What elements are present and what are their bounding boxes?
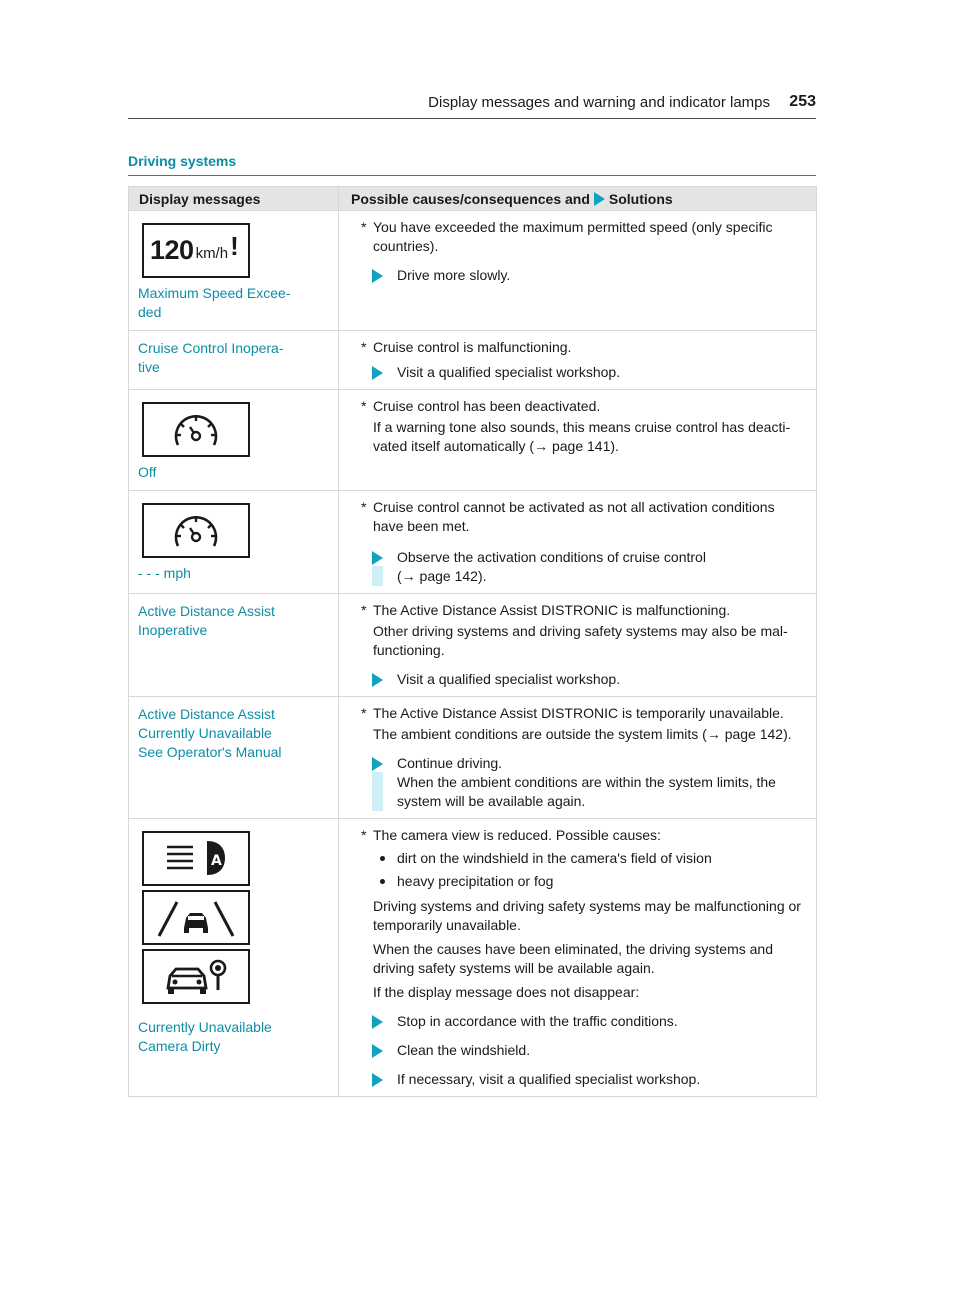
cause-detail: Other driving systems and driving safety systems may also be mal-functioning. [373, 623, 788, 658]
table-row [129, 390, 817, 491]
page-reference-link[interactable]: (→ page 142). [397, 568, 487, 584]
display-message-cell [129, 491, 339, 594]
svg-text:A: A [211, 852, 222, 869]
display-message-text: Currently Unavailable Camera Dirty [138, 1019, 272, 1054]
solution-text: Clean the windshield. [397, 1042, 531, 1058]
display-message-text: Maximum Speed Excee- ded [138, 285, 291, 320]
causes-cell [339, 491, 817, 594]
display-message-cell [129, 819, 339, 1097]
solution-note: When the ambient conditions are within the system limits, the system will be available again. [397, 774, 776, 809]
speed-unit: km/h [195, 245, 229, 262]
display-message-text: - - - mph [138, 565, 191, 581]
solution-arrow-icon [594, 192, 605, 206]
cause: * The Active Distance Assist DISTRONIC is temporarily unavailable. The ambient conditions are outside the system limits (→ page 142). [361, 704, 806, 744]
solution-arrow-icon [372, 1044, 383, 1058]
cause: * Cruise control cannot be activated as not all activation conditions have been met. [361, 498, 806, 536]
cause-detail: The ambient conditions are outside the system limits (→ page 142). [373, 726, 792, 742]
causes-cell [339, 697, 817, 819]
page-reference-link[interactable]: → page 141). [534, 438, 619, 454]
causes-cell [339, 594, 817, 697]
list-item: dirt on the windshield in the camera's field of vision [373, 849, 806, 868]
speed-limit-display-icon [142, 223, 250, 278]
solution-step [361, 670, 806, 689]
solution-step [361, 754, 806, 811]
solution-text: Visit a qualified specialist workshop. [397, 364, 621, 380]
cruise-control-icon [142, 402, 250, 457]
table-row [129, 331, 817, 390]
display-messages-table [128, 186, 817, 1097]
cause-bullet-list [373, 849, 806, 891]
table-row [129, 594, 817, 697]
section-header [128, 153, 816, 176]
cause-text: The Active Distance Assist DISTRONIC is temporarily unavailable. [373, 705, 784, 721]
cruise-control-icon [142, 503, 250, 558]
table-row [129, 491, 817, 594]
cause: * Cruise control is malfunctioning. [361, 338, 806, 357]
warning-mark: ! [230, 231, 239, 261]
solution-step [361, 1070, 806, 1089]
solution-text: If necessary, visit a qualified specialist workshop. [397, 1071, 701, 1087]
cause: * The Active Distance Assist DISTRONIC is malfunctioning. Other driving systems and driving safety systems may also be mal-functioning. [361, 601, 806, 660]
cause: * The camera view is reduced. Possible causes: dirt on the windshield in the camera's field of vision heavy precipitation or fog Driving systems and driving safety systems may be malfunctioning or temporarily unavailable. When the causes have been eliminated, the driving systems and driving safety systems will be available again. If the display message does not disappear: [361, 826, 806, 1002]
display-message-cell [129, 390, 339, 491]
display-message-text: Active Distance Assist Inoperative [138, 603, 275, 638]
cause-detail: If the display message does not disappear: [373, 984, 640, 1000]
page-reference-link[interactable]: → page 142). [706, 726, 792, 742]
solution-arrow-icon [372, 1073, 383, 1087]
solution-step [361, 1041, 806, 1060]
col-header-causes-solutions [339, 187, 817, 211]
causes-cell [339, 819, 817, 1097]
table-row [129, 819, 817, 1097]
display-message-cell [129, 594, 339, 697]
cause-text: Cruise control has been deactivated. [373, 398, 601, 414]
table-row [129, 211, 817, 331]
cause-text: You have exceeded the maximum permitted speed (only specific countries). [373, 219, 773, 254]
causes-cell [339, 331, 817, 390]
solution-arrow-icon [372, 673, 383, 687]
col-header-causes: Possible causes/consequences and [351, 190, 590, 207]
cause: * You have exceeded the maximum permitted speed (only specific countries). [361, 218, 806, 256]
solution-arrow-icon [372, 366, 383, 380]
lane-assist-icon [142, 890, 250, 945]
col-header-solutions: Solutions [608, 190, 673, 207]
table-header-row [129, 187, 817, 211]
col-header-display-messages: Display messages [129, 187, 339, 211]
solution-arrow-icon [372, 757, 383, 771]
speed-value: 120 [150, 235, 194, 265]
solution-arrow-icon [372, 1015, 383, 1029]
display-message-cell [129, 211, 339, 331]
solution-text: Visit a qualified specialist workshop. [397, 671, 621, 687]
table-row [129, 697, 817, 819]
cause-text: Cruise control is malfunctioning. [373, 339, 572, 355]
section-title: Driving systems [128, 153, 816, 176]
cause-detail: When the causes have been eliminated, the driving systems and driving safety systems will be available again. [373, 941, 774, 976]
solution-text: Stop in accordance with the traffic conditions. [397, 1013, 678, 1029]
display-message-cell [129, 697, 339, 819]
causes-cell [339, 390, 817, 491]
display-message-text: Off [138, 464, 157, 480]
display-message-cell [129, 331, 339, 390]
cause-text: The camera view is reduced. Possible causes: [373, 827, 661, 843]
solution-arrow-icon [372, 551, 383, 565]
adaptive-highbeam-icon [142, 831, 250, 886]
display-message-text: Cruise Control Inopera- tive [138, 340, 284, 375]
solution-text: Continue driving. [397, 755, 503, 771]
cause: * Cruise control has been deactivated. If a warning tone also sounds, this means cruise control has deacti-vated itself automatically (→ page 141). [361, 397, 806, 456]
solution-step [361, 1012, 806, 1031]
solution-text: Drive more slowly. [397, 267, 511, 283]
cause-detail: Driving systems and driving safety systems may be malfunctioning or temporarily unavailable. [373, 898, 801, 933]
solution-arrow-icon [372, 269, 383, 283]
display-message-text: Active Distance Assist Currently Unavailable See Operator's Manual [138, 706, 282, 760]
running-head [128, 92, 816, 119]
page-number: 253 [789, 93, 816, 110]
causes-cell [339, 211, 817, 331]
solution-step [361, 548, 806, 586]
list-item: heavy precipitation or fog [373, 872, 806, 891]
solution-step [361, 266, 806, 285]
cause-text: Cruise control cannot be activated as not all activation conditions have been met. [373, 499, 775, 534]
cause-text: The Active Distance Assist DISTRONIC is malfunctioning. [373, 602, 731, 618]
camera-sensor-icon [142, 949, 250, 1004]
solution-text: Observe the activation conditions of cruise control [397, 549, 706, 565]
solution-step [361, 363, 806, 382]
running-head-title: Display messages and warning and indicator lamps [428, 94, 770, 111]
cause-detail: If a warning tone also sounds, this means cruise control has deacti-vated itself automatically (→ page 141). [373, 419, 791, 454]
